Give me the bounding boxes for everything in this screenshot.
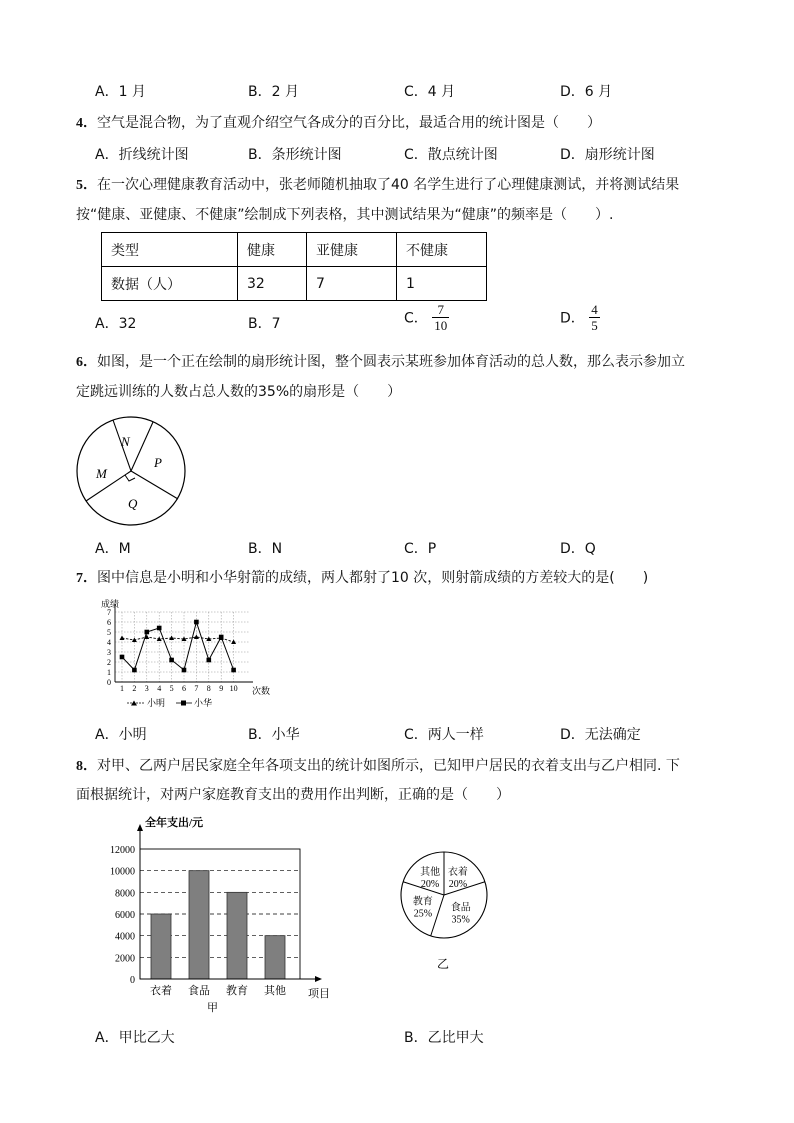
q6-stem-line1: 6．如图，是一个正在绘制的扇形统计图，整个圆表示某班参加体育活动的总人数，那么表示参加立 (76, 354, 685, 370)
slice-percent: 20% (448, 878, 468, 890)
q6-text-1: 如图，是一个正在绘制的扇形统计图，整个圆表示某班参加体育活动的总人数，那么表示参加立 (97, 354, 685, 370)
q6-number: 6 (76, 355, 83, 370)
y-tick-label: 12000 (110, 845, 135, 856)
q4-number: 4 (76, 116, 83, 131)
q8-pie-chart (398, 842, 494, 970)
right-angle-mark (125, 475, 135, 481)
q3-option-d: D．6 月 (560, 84, 613, 100)
q5-option-c-label: C． (404, 310, 428, 327)
x-tick-label: 5 (169, 684, 174, 693)
q8-stem-line1: 8．对甲、乙两户居民家庭全年各项支出的统计如图所示，已知甲户居民的衣着支出与乙户相同. 下 (76, 758, 680, 774)
y-tick-label: 4000 (115, 931, 135, 943)
fraction-denominator: 10 (434, 318, 448, 333)
y-tick-label: 6 (107, 618, 111, 627)
y-tick-label: 2 (107, 658, 111, 667)
point-xiaohua (194, 620, 199, 625)
y-tick-label: 3 (107, 648, 111, 657)
slice-percent: 35% (451, 914, 470, 926)
q4-option-b: B．条形统计图 (248, 147, 342, 163)
series-line-xiaohua (122, 622, 234, 670)
x-tick-label: 1 (120, 684, 124, 693)
q7-stem: 7．图中信息是小明和小华射箭的成绩，两人都射了10 次，则射箭成绩的方差较大的是( ) (76, 570, 649, 586)
q4-option-c: C．散点统计图 (404, 147, 498, 163)
slice-percent: 25% (413, 908, 433, 920)
fraction-numerator: 7 (432, 302, 449, 318)
y-tick-label: 8000 (115, 888, 135, 900)
q4-option-d: D．扇形统计图 (560, 147, 655, 163)
y-axis-arrow (137, 824, 143, 831)
x-tick-label: 其他 (264, 985, 286, 997)
x-tick-label: 教育 (226, 985, 248, 997)
sector-label-n: N (121, 434, 130, 449)
q8-option-b: B．乙比甲大 (404, 1030, 484, 1046)
point-xiaoming (231, 640, 236, 645)
x-tick-label: 7 (194, 684, 199, 693)
q5-table-header-row (102, 233, 487, 267)
y-tick-label: 4 (107, 638, 111, 647)
y-tick-label: 10000 (110, 866, 135, 878)
q5-table-data-row (102, 267, 487, 301)
sector-label-q: Q (128, 496, 138, 511)
q3-option-b: B．2 月 (248, 84, 299, 100)
x-tick-label: 8 (206, 684, 211, 693)
q8-bar-chart (95, 812, 345, 1016)
q8-stem-line2: 面根据统计，对两户家庭教育支出的费用作出判断，正确的是（ ） (76, 787, 510, 803)
fraction-numerator: 4 (591, 302, 598, 317)
q5-option-d (560, 302, 600, 333)
x-tick-label: 2 (132, 684, 137, 693)
q7-option-a: A．小明 (95, 727, 147, 743)
q4-option-a: A．折线统计图 (95, 147, 189, 163)
x-tick-label: 3 (144, 684, 149, 693)
q3-option-a: A．1 月 (95, 84, 146, 100)
q7-option-b: B．小华 (248, 727, 300, 743)
q4-text: 空气是混合物，为了直观介绍空气各成分的百分比，最适合用的统计图是（ ） (97, 115, 601, 131)
q7-option-c: C．两人一样 (404, 727, 484, 743)
point-xiaohua (120, 655, 125, 660)
slice-label: 食品 (450, 902, 471, 914)
q5-option-d-label: D． (560, 310, 585, 327)
fraction-denominator: 5 (591, 318, 598, 333)
bar-chart-caption: 甲 (207, 1002, 218, 1014)
q6-option-a: A．M (95, 541, 131, 557)
q7-line-chart (96, 596, 282, 712)
x-tick-label: 食品 (188, 985, 210, 997)
y-tick-label: 6000 (115, 910, 135, 921)
table-cell: 32 (238, 267, 307, 301)
slice-label: 衣着 (447, 866, 468, 878)
table-header-cell: 类型 (102, 233, 238, 267)
table-header-cell: 不健康 (397, 233, 487, 267)
point-xiaohua (132, 668, 137, 673)
pie-chart-caption: 乙 (437, 957, 450, 970)
q5-option-d-fraction (589, 302, 600, 333)
q7-option-d: D．无法确定 (560, 727, 641, 743)
x-axis-label: 项目 (308, 988, 330, 1000)
bar (227, 892, 247, 979)
point-xiaoming (120, 636, 125, 641)
q5-option-a: A．32 (95, 316, 137, 332)
q8-number: 8 (76, 759, 83, 774)
q8-text-1: 对甲、乙两户居民家庭全年各项支出的统计如图所示，已知甲户居民的衣着支出与乙户相同. 下 (97, 758, 680, 774)
slice-label: 教育 (412, 896, 433, 908)
q6-option-c: C．P (404, 541, 437, 557)
series-line-xiaoming (122, 637, 234, 642)
pie-divider (131, 471, 178, 499)
x-tick-label: 9 (219, 684, 224, 693)
y-tick-label: 7 (107, 608, 111, 617)
bar (189, 871, 209, 979)
x-tick-label: 6 (182, 684, 186, 693)
sector-label-p: P (154, 455, 162, 470)
pie-divider (131, 422, 153, 471)
slice-label: 其他 (420, 866, 441, 878)
q5-text-1: 在一次心理健康教育活动中，张老师随机抽取了40 名学生进行了心理健康测试，并将测试结果 (97, 177, 680, 193)
table-cell: 1 (397, 267, 487, 301)
point-xiaohua (157, 626, 162, 631)
q6-option-d: D．Q (560, 541, 596, 557)
y-tick-label: 5 (107, 628, 111, 637)
q8-option-a: A．甲比乙大 (95, 1030, 175, 1046)
sector-label-m: M (96, 466, 107, 481)
y-tick-label: 2000 (115, 953, 135, 965)
point-xiaoming (194, 635, 199, 640)
point-xiaohua (145, 630, 150, 635)
chart-legend (127, 697, 212, 708)
table-header-cell: 健康 (238, 233, 307, 267)
q3-option-c: C．4 月 (404, 84, 456, 100)
bar (265, 936, 285, 979)
y-tick-label: 0 (130, 975, 135, 986)
q4-stem: 4．空气是混合物，为了直观介绍空气各成分的百分比，最适合用的统计图是（ ） (76, 115, 601, 131)
table-header-cell: 亚健康 (307, 233, 397, 267)
q7-number: 7 (76, 571, 83, 586)
q5-number: 5 (76, 178, 83, 193)
point-xiaohua (169, 658, 174, 663)
table-cell: 7 (307, 267, 397, 301)
x-tick-label: 衣着 (150, 985, 172, 997)
q7-text: 图中信息是小明和小华射箭的成绩，两人都射了10 次，则射箭成绩的方差较大的是( ) (97, 570, 649, 586)
q5-option-c (404, 302, 449, 333)
x-tick-label: 10 (229, 684, 238, 693)
bar-chart-title: 全年支出/元 (145, 817, 204, 829)
point-xiaohua (231, 668, 236, 673)
point-xiaohua (219, 635, 224, 640)
q5-table (101, 232, 487, 301)
slice-percent: 20% (420, 878, 440, 890)
bar (151, 914, 171, 979)
legend-label-xiaohua: 小华 (194, 698, 213, 708)
q6-option-b: B．N (248, 541, 283, 557)
q5-option-b: B．7 (248, 316, 281, 332)
q5-stem-line2: 按“健康、亚健康、不健康”绘制成下列表格，其中测试结果为“健康”的频率是（ ）. (76, 207, 614, 223)
point-xiaohua (207, 658, 212, 663)
q5-stem-line1: 5．在一次心理健康教育活动中，张老师随机抽取了40 名学生进行了心理健康测试，并将测试结果 (76, 177, 680, 193)
legend-marker-square (181, 701, 186, 706)
chart-title: 成绩 (101, 599, 120, 609)
x-axis-arrow (315, 976, 322, 982)
y-tick-label: 1 (107, 668, 111, 677)
legend-label-xiaoming: 小明 (147, 698, 166, 708)
point-xiaohua (182, 668, 187, 673)
q6-pie-figure (74, 410, 192, 532)
q5-option-c-fraction (432, 302, 449, 333)
x-axis-label: 次数 (252, 686, 271, 696)
table-cell: 数据（人） (102, 267, 238, 301)
y-tick-label: 0 (107, 678, 111, 687)
pie-divider (86, 471, 131, 501)
q6-stem-line2: 定跳远训练的人数占总人数的35%的扇形是（ ） (76, 384, 402, 400)
x-tick-label: 4 (157, 684, 162, 693)
